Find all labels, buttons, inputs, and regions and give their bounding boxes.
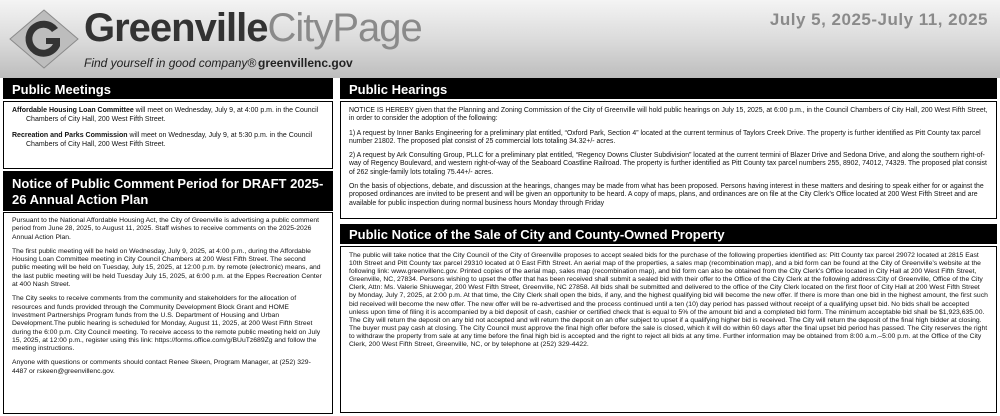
greenville-logo-icon [8,8,80,70]
meeting-item [12,132,324,149]
sale-paragraph: The public will take notice that the City Council of the City of Greenville proposes to accept sealed bids for the purchase of the following properties identified as: Pitt County tax parcel 29072 located at 2815 East 10th Street and Pitt County tax parcel 29310 located at 0 East Fifth Street. An aerial map of the properties, a sales map (recombination map), and a bid form can be found at the City of Greenville’s website at the following link: www.greenvillenc.gov. Printed copies of the aerial map, sales map (recombination map), and bid form can also be obtained from the City Clerk’s Office located in City Hall at 200 West Fifth Street, Greenville, NC, 27834. Persons wishing to upset the offer that has been received shall submit a sealed bid with their offer to the Office of the City Clerk at the following address:City of Greenville, Office of the City Clerk, Attn: Ms. Valerie Shiuwegar, 200 West Fifth Street, Greenville, NC 27858. All bids shall be submitted and delivered to the office of the City Clerk located on the first floor of City Hall at 200 West Fifth Street by Monday, July 7, 2025, at 2:00 p.m. At that time, the City Clerk shall open the bids, if any, and the highest qualifying bid will become the new offer. If there is more than one bid in the highest amount, the first such bid received will become the new offer. The new offer will be re-advertised and the process continued until a ten (10) day period has passed without receipt of a qualifying upset bid. No bids shall be accepted unless upon time of filing it is accompanied by a bid deposit of cash, cashier or certified check that is equal to 5% of the amount bid and a completed bid form. The minimum acceptable bid shall be $1,923,635.00. The City will return the deposit on any bid not accepted and will return the deposit on an offer subject to upset if a qualifying higher bid is received. The City will return the deposit of the final high bidder at closing. The buyer must pay cash at closing. The City Council must approve the final high offer before the sale is closed, which it will do within 60 days after the final upset bid period has passed. The City reserves the right to withdraw the property from sale at any time before the final high bid is accepted and the right to reject all bids at any time. Further information may be obtained from 8:00 a.m.–5:00 p.m. at the Office of the City Clerk, 200 West Fifth Street, Greenville, NC, or by telephone at (252) 329-4422. [349,252,988,349]
date-range: July 5, 2025-July 11, 2025 [769,10,988,29]
comment-paragraph: The first public meeting will be held on Wednesday, July 9, 2025, at 4:00 p.m., during the Affordable Housing Loan Committee meeting in City Council Chambers at 200 West Fifth Street. The second public meeting will be held on Tuesday, July 15, 2025, at 12:00 p.m. by remote (electronic) means, and the last public meeting will be held Tuesday July 15, 2025, at 6:00 p.m. at the Eppes Recreation Center at 400 Nash Street. [12,247,322,289]
meeting-text: will meet on Wednesday, July 9, at 4:00 p.m. in the Council Chambers of City Hall, 200 West Fifth Street. [26,107,319,123]
public-meetings-heading: Public Meetings [3,78,333,99]
tagline: Find yourself in good company® [84,56,257,70]
website-link[interactable]: greenvillenc.gov [258,56,353,70]
hearing-paragraph: 2) A request by Ark Consulting Group, PLLC for a preliminary plat entitled, “Regency Downs Cluster Subdivision” located at the current termini of Blazer Drive and Sedona Drive, and along the southern right-of-way of Regency Boulevard, and western right-of-way of the Seaboard Coastline Railroad. The property is further identified as Pitt County tax parcel numbers 255, 8902, 74012, 74329. The proposed plat consist of 262 single-family lots totaling 75.44+/- acres. [349,152,987,176]
public-hearings-body [340,101,997,219]
comment-period-heading: Notice of Public Comment Period for DRAFT 2025-26 Annual Action Plan [3,171,333,211]
comment-paragraph: Anyone with questions or comments should contact Renee Skeen, Program Manager, at (252) 329-4487 or rskeen@greenvillenc.gov. [12,359,311,375]
meeting-title: Affordable Housing Loan Committee [12,107,134,114]
sale-notice-heading: Public Notice of the Sale of City and County-Owned Property [340,224,997,244]
hearing-paragraph: On the basis of objections, debate, and discussion at the hearings, changes may be made from what has been proposed. Persons having interest in these matters and desiring to speak either for or against the proposed ordinances are invited to be present and will be given an opportunity to be heard. A copy of maps, plans, and ordinances are on file at the City Clerk’s Office located at 200 West Fifth Street and are available for public inspection during normal business hours Monday through Friday [349,183,984,207]
comment-paragraph: Pursuant to the National Affordable Housing Act, the City of Greenville is advertising a public comment period from June 28, 2025, to August 11, 2025. Staff wishes to receive comments on the 2025-2026 Annual Action Plan. [12,217,320,241]
hearing-paragraph: NOTICE IS HEREBY given that the Planning and Zoning Commission of the City of Greenville will hold public hearings on July 15, 2025, at 6:00 p.m., in the Council Chambers of City Hall, 200 West Fifth Street, in order to consider the adoption of the following: [349,107,988,123]
meeting-text: will meet on Wednesday, July 9, at 5:30 p.m. in the Council Chambers of City Hall, 200 West Fifth Street. [26,132,313,148]
public-meetings-body [3,101,333,169]
page-header [0,0,1000,78]
comment-period-body [3,212,333,414]
meeting-item [12,107,324,124]
meeting-title: Recreation and Parks Commission [12,132,128,139]
public-hearings-heading: Public Hearings [340,78,997,99]
sale-notice-body [340,246,997,413]
brand-title [84,4,422,52]
brand-strong: Greenville [84,6,268,50]
comment-paragraph: The City seeks to receive comments from the community and stakeholders for the allocation of resources and funds provided through the Community Development Block Grant and HOME Investment Partnerships Program funds from the U.S. Department of Housing and Urban Development.The public hearing is scheduled for Monday, August 11, 2025, at 200 West Fifth Street during the 6:00 p.m. City Council meeting. To receive access to the remote public meeting held on July 15, 2025, at 12:00 p.m., register using this link: https://forms.office.com/g/BUuTz689Zg and follow the meeting instructions. [12,295,321,353]
hearing-paragraph: 1) A request by Inner Banks Engineering for a preliminary plat entitled, “Oxford Park, Section 4” located at the current terminus of Taylors Creek Drive. The property is further identified as Pitt County tax parcel number 21802. The proposed plat consist of 25 commercial lots totaling 34.32+/- acres. [349,129,981,145]
brand-light: CityPage [267,6,422,50]
